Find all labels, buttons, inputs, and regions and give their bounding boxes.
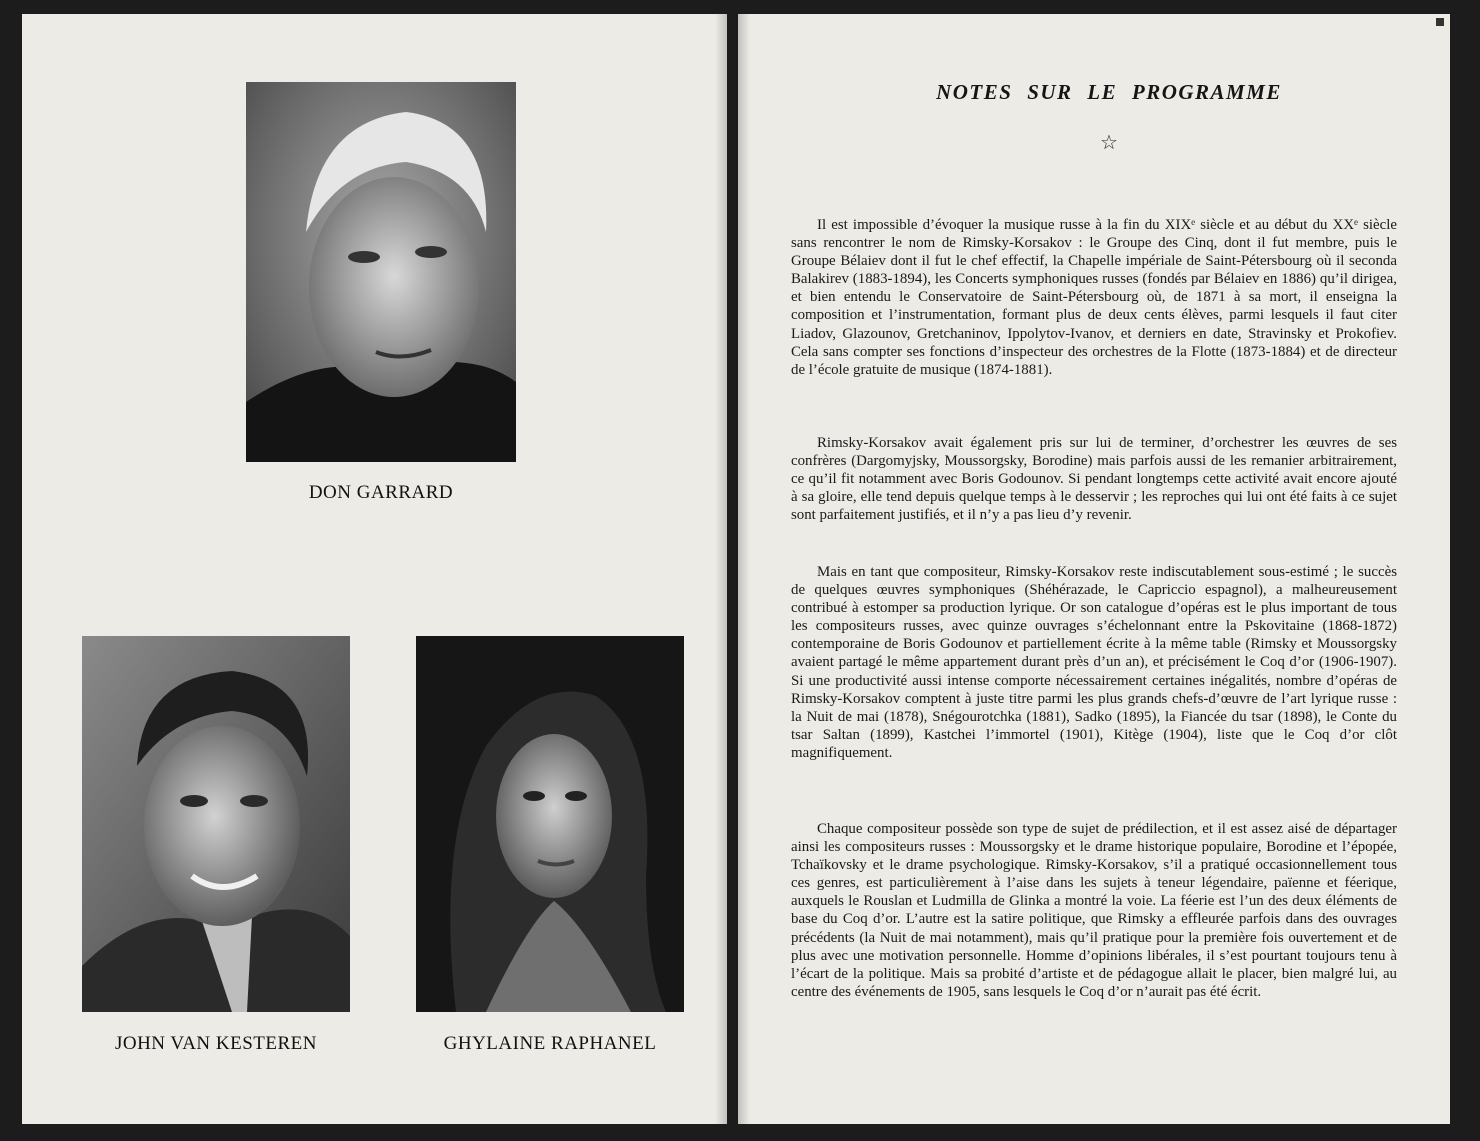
photo-ghylaine-raphanel xyxy=(416,636,684,1012)
photo-john-van-kesteren xyxy=(82,636,350,1012)
paragraph-4: Chaque compositeur possède son type de sujet de prédilection, et il est assez aisé de départager ainsi les compositeurs russes : Moussorgsky et le drame historique populaire, Borodine et l’épopée, Tchaïkovsky et le drame psychologique. Rimsky-Korsakov, s’il a pratiqué occasionnellement tous ces genres, est particulièrement à l’aise dans les sujets à teneur légendaire, païenne et féerique, auxquels le Rouslan et Ludmilla de Glinka a montré la voie. La féerie est l’un des deux éléments de base du Coq d’or. L’autre est la satire politique, que Rimsky a effleurée parfois dans des ouvrages précédents (la Nuit de mai notamment), mais qu’il pratique pour la première fois ouvertement et de plus avec une motivation personnelle. Homme d’opinions libérales, il s’est pourtant toujours tenu à l’écart de la politique. Mais sa probité d’artiste et de pédagogue allait le placer, bien malgré lui, au centre des événements de 1905, sans lesquels le Coq d’or n’aurait pas été écrit. xyxy=(791,821,1397,1000)
caption-don-garrard: DON GARRARD xyxy=(308,482,454,503)
spine-shadow xyxy=(715,14,727,1124)
paragraph-3: Mais en tant que compositeur, Rimsky-Korsakov reste indiscutablement sous-estimé ; le succès de quelques œuvres symphoniques (Shéhérazade, le Capriccio espagnol), a malheureusement contribué à estomper sa production lyrique. Or son catalogue d’opéras est le plus important de tous les compositeurs russes, avec quinze ouvrages s’échelonnant entre la Pskovitaine (1868-1872) contemporaine de Boris Godounov et partiellement écrite à la même table (Rimsky et Moussorgsky avaient partagé le même appartement durant près d’un an), et précisément le Coq d’or (1906-1907). Si une productivité aussi intense comporte nécessairement certaines inégalités, nombre d’opéras de Rimsky-Korsakov comptent à juste titre parmi les plus grands chefs-d’œuvre de l’art lyrique russe : la Nuit de mai (1878), Snégourotchka (1881), Sadko (1895), la Fiancée du tsar (1898), le Conte du tsar Saltan (1899), Kastchei l’immortel (1901), Kitège (1904), liste que le Coq d’or clôt magnifiquement. xyxy=(791,564,1397,761)
caption-john-van-kesteren: JOHN VAN KESTEREN xyxy=(114,1033,318,1054)
caption-ghylaine-raphanel: GHYLAINE RAPHANEL xyxy=(443,1033,657,1054)
paragraph-1: Il est impossible d’évoquer la musique russe à la fin du XIXᵉ siècle et au début du XXᵉ siècle sans rencontrer le nom de Rimsky-Korsakov : le Groupe des Cinq, dont il fut membre, puis le Groupe Bélaiev dont il fut le chef effectif, la Chapelle impériale de Saint-Pétersbourg où il seconda Balakirev (1883-1894), les Concerts symphoniques russes (fondés par Bélaiev en 1886) qu’il dirigea, et bien entendu le Conservatoire de Saint-Pétersbourg où, de 1871 à sa mort, il enseigna la composition et l’instrumentation, formant plus de deux cents élèves, parmi lesquels il faut citer Liadov, Glazounov, Gretchaninov, Ippolytov-Ivanov, et derniers en date, Stravinsky et Prokofiev. Cela sans compter ses fonctions d’inspecteur des orchestres de la Flotte (1873-1884) et de directeur de l’école gratuite de musique (1874-1881). xyxy=(791,217,1397,378)
page-title: NOTES SUR LE PROGRAMME xyxy=(936,80,1282,104)
paragraph-2: Rimsky-Korsakov avait également pris sur lui de terminer, d’orchestrer les œuvres de ses confrères (Dargomyjsky, Moussorgsky, Borodine) mais parfois aussi de les remanier arbitrairement, ce qu’il fit notamment avec Boris Godounov. Si pendant longtemps cette activité avait encore ajouté à sa gloire, elle tend depuis quelque temps à le desservir ; les reproches qui lui ont été faits à ce sujet sont parfaitement justifiés, et il n’y a pas lieu d’y revenir. xyxy=(791,435,1397,524)
right-page xyxy=(738,14,1450,1124)
star-ornament-icon: ☆ xyxy=(1100,132,1118,154)
left-page xyxy=(22,14,727,1124)
spine-shadow xyxy=(738,14,750,1124)
photo-don-garrard xyxy=(246,82,516,462)
corner-mark xyxy=(1436,18,1444,26)
